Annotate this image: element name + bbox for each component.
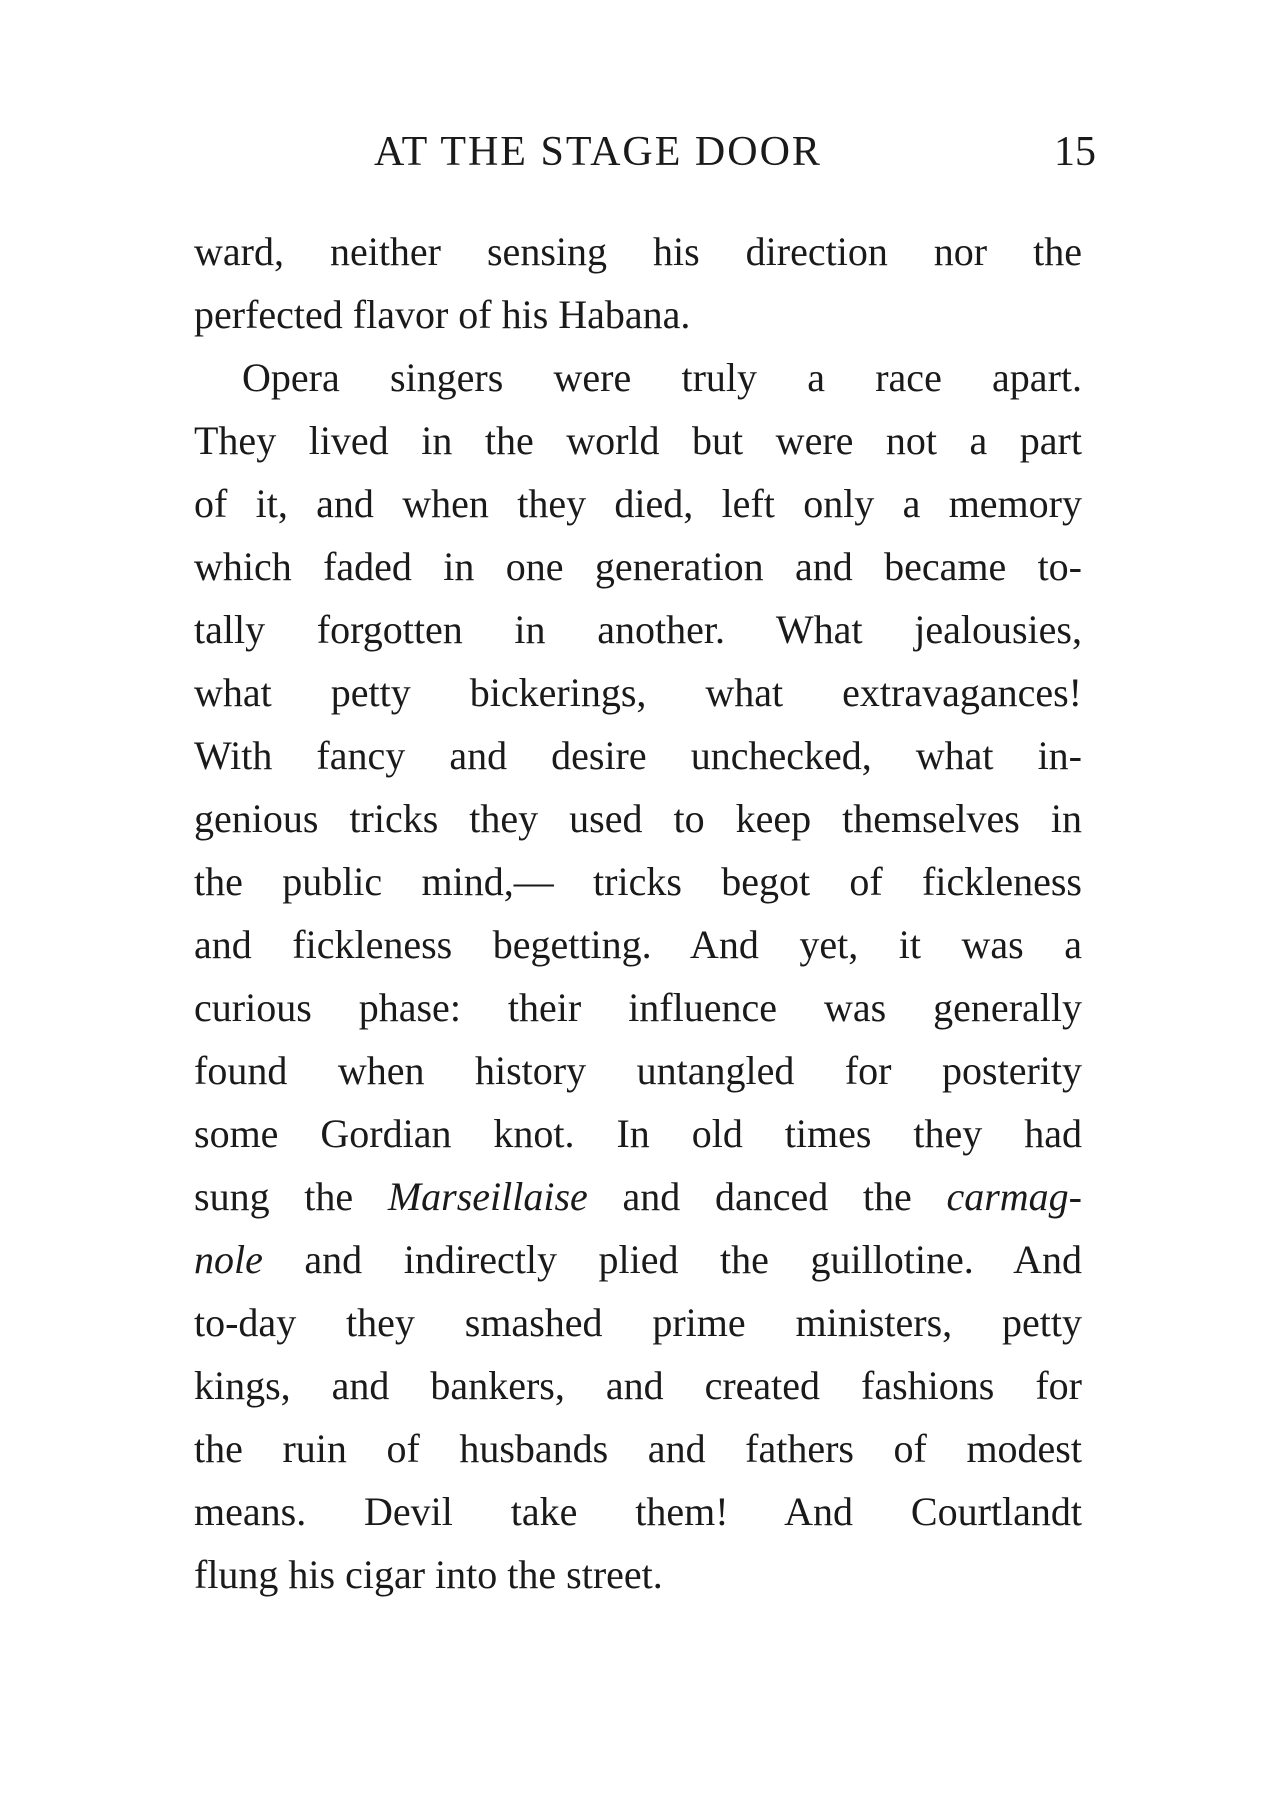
text-line: flung his cigar into the street. [194,1552,663,1597]
text-line: and fickleness begetting. And yet, it was a [194,922,1082,967]
text-line: means. Devil take them! And Courtlandt [194,1489,1082,1534]
text-line: tally forgotten in another. What jealousies, [194,607,1082,652]
text-line [194,1228,1082,1291]
text-run: and indirectly plied the guillotine. And [262,1237,1082,1282]
text-line: kings, and bankers, and created fashions for [194,1363,1082,1408]
text-line: what petty bickerings, what extravagances! [194,670,1082,715]
page-number: 15 [1054,129,1096,175]
text-line: some Gordian knot. In old times they had [194,1111,1082,1156]
text-line: which faded in one generation and became to- [194,544,1082,589]
text-line: curious phase: their influence was generally [194,985,1082,1030]
text-line: found when history untangled for posterity [194,1048,1082,1093]
text-line: of it, and when they died, left only a memory [194,481,1082,526]
text-run: and danced the [587,1174,947,1219]
italic-word: carmag- [946,1174,1082,1219]
text-line: ward, neither sensing his direction nor the [194,229,1082,274]
text-line: perfected flavor of his Habana. [194,292,691,337]
running-head [194,128,1096,188]
italic-word: nole [194,1237,263,1282]
text-line: genious tricks they used to keep themselves in [194,796,1082,841]
text-line: the ruin of husbands and fathers of modest [194,1426,1082,1471]
text-line [194,1165,1082,1228]
running-title: AT THE STAGE DOOR [374,129,822,175]
text-line: to-day they smashed prime ministers, petty [194,1300,1082,1345]
text-run: sung the [194,1174,388,1219]
italic-title: Marseillaise [387,1174,588,1219]
text-line: Opera singers were truly a race apart. [242,355,1082,400]
text-line: They lived in the world but were not a part [194,418,1082,463]
body-text [194,220,1082,1606]
text-line: the public mind,— tricks begot of fickleness [194,859,1082,904]
text-line: With fancy and desire unchecked, what in- [194,733,1082,778]
